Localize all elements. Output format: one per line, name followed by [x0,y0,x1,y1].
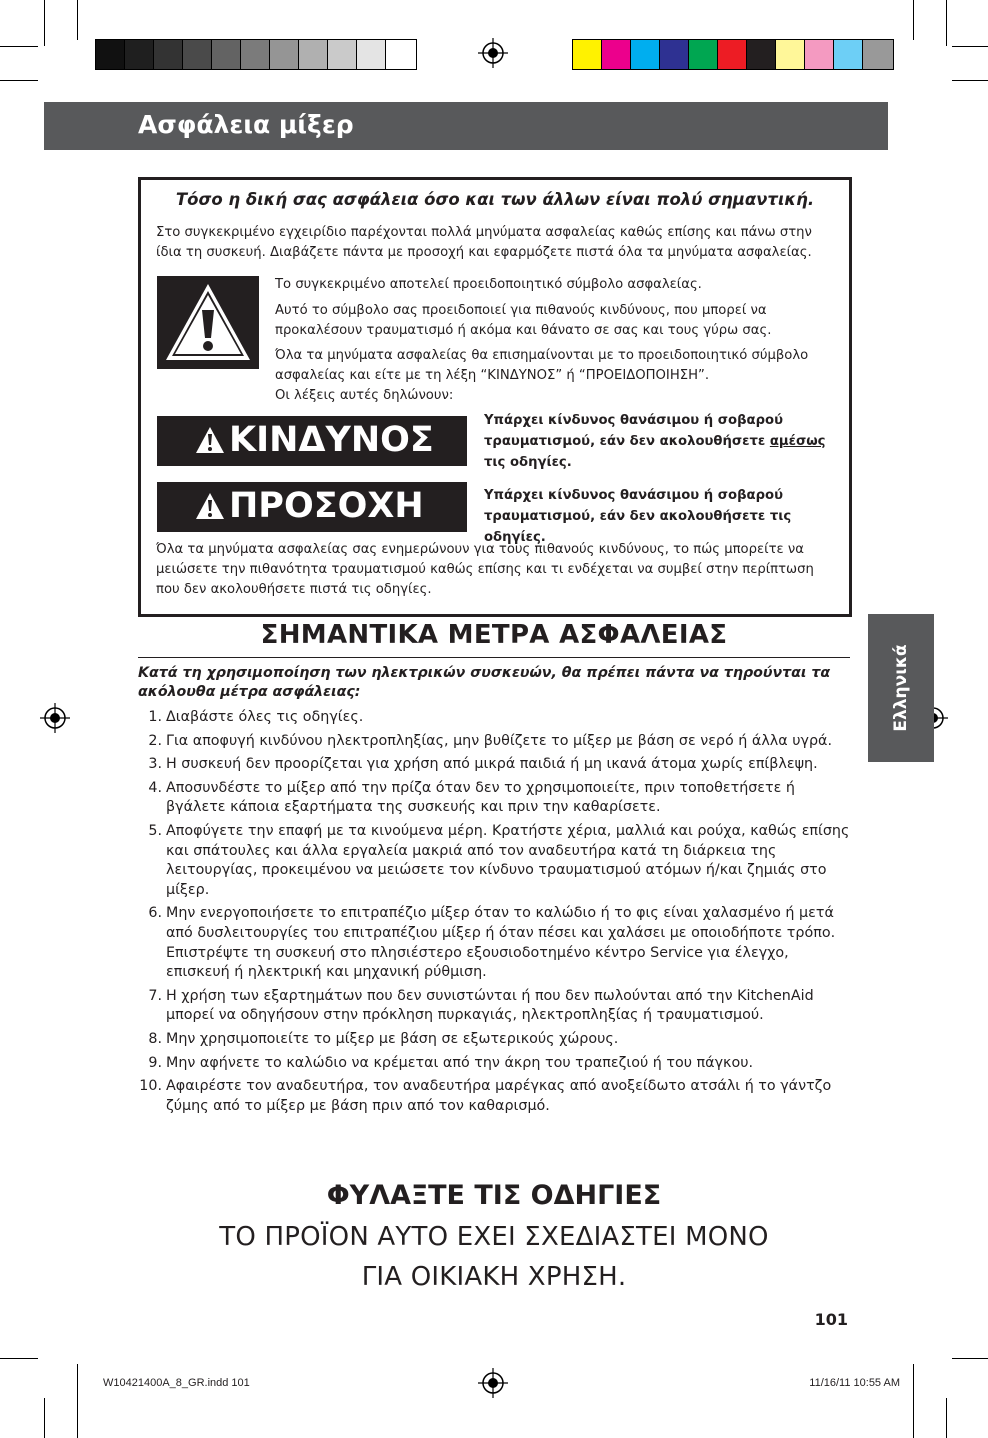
crop-mark [0,46,38,47]
item-number: 7. [148,987,162,1004]
gray-swatch [212,40,241,69]
crop-mark [946,1398,947,1438]
crop-mark [44,1398,45,1438]
list-item [138,1030,854,1050]
household-use-line-1: ΤΟ ΠΡΟΪΟΝ ΑΥΤΟ ΕΧΕΙ ΣΧΕΔΙΑΣΤΕΙ ΜΟΝΟ [219,1222,769,1252]
crop-mark [952,80,988,81]
item-number: 5. [148,822,162,839]
list-item [138,1077,854,1116]
item-text: Μην αφήνετε το καλώδιο να κρέμεται από την άκρη του τραπεζιού ή του πάγκου. [166,1054,754,1071]
danger-desc-post: τις οδηγίες. [484,455,572,470]
gray-swatch [125,40,154,69]
page-number: 101 [814,1310,848,1329]
language-tab-label: Ελληνικά [891,644,911,732]
item-number: 10. [139,1078,162,1095]
item-number: 9. [148,1054,162,1071]
registration-mark-icon [478,1368,508,1398]
gray-swatch [241,40,270,69]
item-number: 6. [148,905,162,922]
safety-box-heading: Τόσο η δική σας ασφάλεια όσο και των άλλων είναι πολύ σημαντική. [175,190,815,209]
gray-swatch [299,40,328,69]
color-swatch [631,40,660,69]
divider [138,657,850,658]
safeguards-list [138,708,854,1120]
registration-mark-icon [478,38,508,68]
save-instructions-title: ΦΥΛΑΞΤΕ ΤΙΣ ΟΔΗΓΙΕΣ [326,1180,662,1211]
color-swatch [805,40,834,69]
item-number: 8. [148,1030,162,1047]
symbol-definition: Το συγκεκριμένο αποτελεί προειδοποιητικό σύμβολο ασφαλείας. [275,277,702,292]
crop-mark [0,80,38,81]
crop-mark [952,46,988,47]
item-text: Για αποφυγή κινδύνου ηλεκτροπληξίας, μην βυθίζετε το μίξερ με βάση σε νερό ή άλλα υγρά. [166,732,832,749]
safety-box-intro: Στο συγκεκριμένο εγχειρίδιο παρέχονται πολλά μηνύματα ασφαλείας καθώς επίσης και πάνω στην ίδια τη συσκευή. Διαβάζετε πάντα με προσοχή και εφαρμόζετε πιστά όλα τα μηνύματα ασφαλείας. [156,225,812,260]
list-item [138,755,854,775]
gray-swatch [154,40,183,69]
crop-mark [946,0,947,46]
color-swatch [863,40,893,69]
safety-info-box [138,177,852,617]
crop-mark [952,1358,988,1359]
registration-mark-icon [40,703,70,733]
process-color-bar [572,39,894,70]
important-safeguards-intro: Κατά τη χρησιμοποίηση των ηλεκτρικών συσκευών, θα πρέπει πάντα να τηρούνται τα ακόλουθα μέτρα ασφάλειας: [138,665,831,700]
item-number: 2. [148,732,162,749]
gray-swatch [96,40,125,69]
color-swatch [660,40,689,69]
danger-word: ΚΙΝΔΥΝΟΣ [229,420,434,460]
color-swatch [834,40,863,69]
crop-mark [77,1364,78,1438]
crop-mark [0,1358,38,1359]
gray-swatch [270,40,299,69]
caution-label [157,482,467,532]
crop-mark [77,0,78,40]
warning-triangle-icon [195,492,225,520]
item-number: 3. [148,756,162,773]
list-item [138,779,854,818]
crop-mark [913,1364,914,1438]
item-text: Η συσκευή δεν προορίζεται για χρήση από μικρά παιδιά ή μη ικανά άτομα χωρίς επίβλεψη. [166,756,818,773]
danger-description [484,410,844,473]
list-item [138,822,854,900]
color-swatch [718,40,747,69]
crop-mark [913,0,914,40]
item-text: Μην ενεργοποιήσετε το επιτραπέζιο μίξερ όταν το καλώδιο ή το φις είναι χαλασμένο ή μετά από δυσλειτουργίες του επιτραπέζιου μίξερ ή όταν πέσει και χαλάσει με οποιοδήποτε τρόπο. Επιστρέψτε τη συσκευή στο πλησιέστερο εξουσιοδοτημένο κέντρο Service για έλεγχο, επισκευή ή ηλεκτρική και μηχανική ρύθμιση. [166,905,836,981]
color-swatch [602,40,631,69]
caution-word: ΠΡΟΣΟΧΗ [229,486,424,526]
item-number: 1. [148,709,162,725]
item-text: Μην χρησιμοποιείτε το μίξερ με βάση σε εξωτερικούς χώρους. [166,1030,619,1047]
print-timestamp: 11/16/11 10:55 AM [809,1377,900,1389]
item-text: Αφαιρέστε τον αναδευτήρα, τον αναδευτήρα μαρέγκας από ανοξείδωτο ατσάλι ή το γάντζο ζύμης από το μίξερ με βάση πριν από τον καθαρισμό. [166,1078,832,1114]
list-item [138,987,854,1026]
gray-swatch [357,40,386,69]
warning-triangle-icon [157,276,259,369]
gray-swatch [183,40,212,69]
color-swatch [689,40,718,69]
danger-desc-emphasis: αμέσως [769,434,826,449]
list-item [138,1054,854,1074]
item-text: Η χρήση των εξαρτημάτων που δεν συνιστώνται ή που δεν πωλούνται από την KitchenAid μπορεί να οδηγήσουν στην πρόκληση πυρκαγιάς, ηλεκτροπληξίας ή τραυματισμού. [166,987,814,1024]
item-text: Διαβάστε όλες τις οδηγίες. [166,709,364,725]
important-safeguards-title: ΣΗΜΑΝΤΙΚΑ ΜΕΤΡΑ ΑΣΦΑΛΕΙΑΣ [260,620,728,650]
item-text: Αποφύγετε την επαφή με τα κινούμενα μέρη. Κρατήστε χέρια, μαλλιά και ρούχα, καθώς επίσης και σπάτουλες και άλλα εργαλεία μακριά από τον αναδευτήρα κατά τη διάρκεια της λειτουργίας, προκειμένου να μειώσετε τον κίνδυνο τραυματισμού ατόμων ή/και ζημιάς στο μίξερ. [166,822,850,898]
gray-swatch [386,40,416,69]
grayscale-bar [95,39,417,70]
item-number: 4. [148,779,162,796]
signal-words-lead: Οι λέξεις αυτές δηλώνουν: [275,388,454,403]
symbol-explanation: Αυτό το σύμβολο σας προειδοποιεί για πιθανούς κινδύνους, που μπορεί να προκαλέσουν τραυματισμό ή ακόμα και θάνατο σε σας και τους γύρω σας. [275,303,772,338]
color-swatch [573,40,602,69]
caution-description: Υπάρχει κίνδυνος θανάσιμου ή σοβαρού τραυματισμού, εάν δεν ακολουθήσετε τις οδηγίες. [484,488,792,545]
danger-desc-pre: Υπάρχει κίνδυνος θανάσιμου ή σοβαρού τραυματισμού, εάν δεν ακολουθήσετε [484,413,784,449]
color-swatch [776,40,805,69]
page-title: Ασφάλεια μίξερ [138,110,354,139]
gray-swatch [328,40,357,69]
list-item [138,904,854,982]
list-item [138,732,854,752]
signal-words-intro: Όλα τα μηνύματα ασφαλείας θα επισημαίνονται με το προειδοποιητικό σύμβολο ασφαλείας και είτε με τη λέξη “ΚΙΝΔΥΝΟΣ” ή “ΠΡΟΕΙΔΟΠΟΙΗΣΗ”. [275,348,809,383]
crop-mark [44,0,45,46]
list-item [138,708,854,728]
danger-label [157,416,467,466]
language-tab [868,614,934,762]
item-text: Αποσυνδέστε το μίξερ από την πρίζα όταν δεν το χρησιμοποιείτε, πριν τοποθετήσετε ή βγάλετε κάποια εξαρτήματα της συσκευής και πριν την καθαρίσετε. [166,779,795,816]
warning-triangle-icon [195,426,225,454]
file-slug: W10421400A_8_GR.indd 101 [103,1377,250,1389]
color-swatch [747,40,776,69]
household-use-line-2: ΓΙΑ ΟΙΚΙΑΚΗ ΧΡΗΣΗ. [361,1262,627,1292]
safety-box-outro: Όλα τα μηνύματα ασφαλείας σας ενημερώνουν για τους πιθανούς κινδύνους, το πώς μπορείτε να μειώσετε την πιθανότητα τραυματισμού καθώς επίσης και τι ενδέχεται να συμβεί στην περίπτωση που δεν ακολουθήσετε πιστά τις οδηγίες. [156,542,814,597]
